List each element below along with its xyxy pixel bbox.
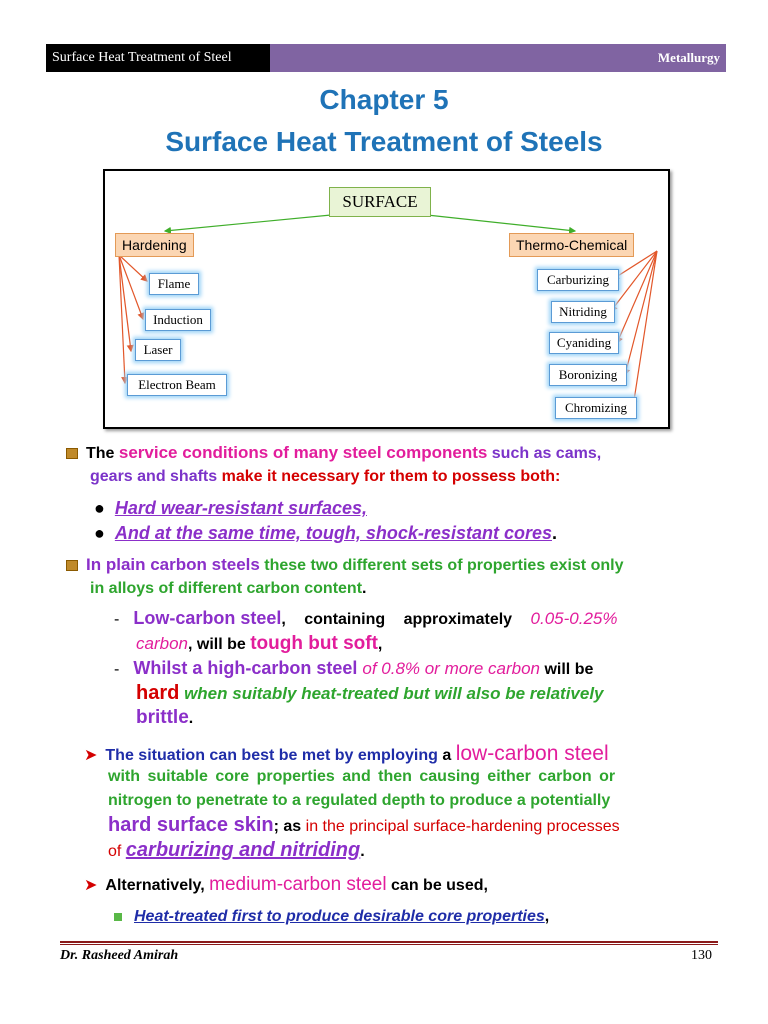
diagram-hardening: Hardening	[115, 233, 194, 257]
p1-text-a: The	[86, 445, 119, 462]
p3-text-e: nitrogen to penetrate to a regulated depth to produce a potentially	[108, 792, 611, 809]
diagram-item-cyaniding: Cyaniding	[549, 332, 619, 354]
p3-text-k: .	[360, 843, 365, 860]
paragraph-5	[114, 908, 549, 926]
footer-divider-thin	[60, 944, 718, 945]
dash-item-1-line-1: - Low-carbon steel, containing approximately 0.05-0.25%	[114, 608, 618, 628]
d1-text-c: 0.05-0.25%	[530, 609, 618, 628]
d2-text-e: when suitably heat-treated but will also be relatively	[179, 684, 604, 703]
diagram-item-carburizing: Carburizing	[537, 269, 619, 291]
p3-text-g: ; as	[273, 818, 306, 835]
arrow-bullet-icon: ➤	[84, 747, 98, 764]
p1-text-c: such as cams,	[487, 445, 602, 462]
p3-text-i: of	[108, 843, 126, 860]
d1-text-f: tough but soft	[250, 633, 378, 654]
p2-text-a: In plain carbon steels	[86, 555, 260, 574]
list-item-2: ● And at the same time, tough, shock-resistant cores.	[94, 523, 557, 543]
p5-text-a: Heat-treated first to produce desirable core properties	[134, 908, 545, 925]
diagram-item-induction: Induction	[145, 309, 211, 331]
list1-item1-text: Hard wear-resistant surfaces,	[114, 498, 367, 518]
list1-item2-text: And at the same time, tough, shock-resistant cores	[114, 523, 552, 543]
paragraph-2-line-2	[90, 580, 366, 598]
d2-text-g: .	[188, 710, 194, 727]
paragraph-3-line-3	[108, 792, 610, 810]
diagram-item-nitriding: Nitriding	[551, 301, 615, 323]
page-number: 130	[691, 948, 712, 963]
list1-item2-end: .	[551, 523, 557, 543]
page-header	[46, 44, 726, 72]
watermark: ​	[371, 498, 393, 532]
square-bullet-icon	[66, 448, 78, 459]
paragraph-3-line-1	[84, 742, 609, 766]
d1-text-d: carbon	[136, 634, 188, 653]
diagram-item-electron-beam: Electron Beam	[127, 374, 227, 396]
d1-text-g: ,	[377, 636, 383, 653]
dash-item-1-line-2	[136, 633, 382, 655]
green-square-bullet-icon	[114, 913, 122, 921]
diagram-item-flame: Flame	[149, 273, 199, 295]
d2-text-a: Whilst a high-carbon steel	[133, 658, 363, 678]
paragraph-3-line-5	[108, 839, 365, 862]
paragraph-3-line-4	[108, 814, 620, 837]
p3-text-b: a	[437, 747, 456, 764]
d1-text-b: , containing approximately	[281, 611, 531, 628]
dash-item-2-line-3	[136, 707, 193, 729]
p5-text-b: ,	[544, 908, 550, 925]
p1-text-e: make it necessary for them to possess both:	[217, 468, 561, 485]
diagram-root-surface: SURFACE	[329, 187, 431, 217]
square-bullet-icon	[66, 560, 78, 571]
chapter-title: Surface Heat Treatment of Steels	[165, 126, 603, 157]
paragraph-4	[84, 874, 488, 896]
dash-item-2-line-2	[136, 682, 604, 705]
d1-text-e: , will be	[187, 636, 251, 653]
p1-text-b: service conditions of many steel components	[118, 443, 488, 462]
p4-text-b: medium-carbon steel	[209, 874, 387, 895]
paragraph-1-line-1	[66, 443, 601, 463]
p3-text-c: low-carbon steel	[455, 742, 609, 765]
surface-treatment-diagram	[103, 169, 670, 429]
d2-text-f: brittle	[136, 707, 189, 728]
diagram-item-boronizing: Boronizing	[549, 364, 627, 386]
paragraph-1-line-2	[90, 468, 560, 486]
d2-text-c: will be	[540, 661, 594, 678]
p2-text-c: in alloys of different carbon content	[90, 580, 363, 597]
p2-text-b: these two different sets of properties exist only	[259, 557, 624, 574]
header-title: Surface Heat Treatment of Steel	[46, 44, 270, 72]
header-subject: Metallurgy	[657, 50, 720, 65]
p3-text-j: carburizing and nitriding	[125, 839, 361, 861]
p3-text-d: with suitable core properties and then causing either carbon or	[108, 768, 616, 785]
d1-text-a: Low-carbon steel	[133, 608, 282, 628]
diagram-item-chromizing: Chromizing	[555, 397, 637, 419]
d2-text-d: hard	[136, 682, 180, 704]
dash-item-2-line-1: - Whilst a high-carbon steel of 0.8% or more carbon will be	[114, 658, 594, 678]
p3-text-a: The situation can best be met by employing	[105, 747, 438, 764]
paragraph-2-line-1	[66, 555, 623, 575]
paragraph-3-line-2	[108, 768, 615, 786]
footer-author: Dr. Rasheed Amirah	[60, 948, 179, 963]
diagram-item-laser: Laser	[135, 339, 181, 361]
diagram-thermo-chemical: Thermo-Chemical	[509, 233, 634, 257]
footer-divider	[60, 941, 718, 943]
list-item-1: ● Hard wear-resistant surfaces,	[94, 498, 367, 518]
p3-text-h: in the principal surface-hardening processes	[305, 818, 620, 835]
chapter-number: Chapter 5	[319, 84, 449, 115]
p1-text-d: gears and shafts	[90, 468, 218, 485]
p3-text-f: hard surface skin	[108, 814, 274, 836]
d2-text-b: of 0.8% or more carbon	[362, 659, 541, 678]
p2-text-d: .	[362, 580, 367, 597]
p4-text-c: can be used,	[386, 877, 488, 894]
p4-text-a: Alternatively,	[105, 877, 210, 894]
arrow-bullet-icon: ➤	[84, 877, 98, 894]
